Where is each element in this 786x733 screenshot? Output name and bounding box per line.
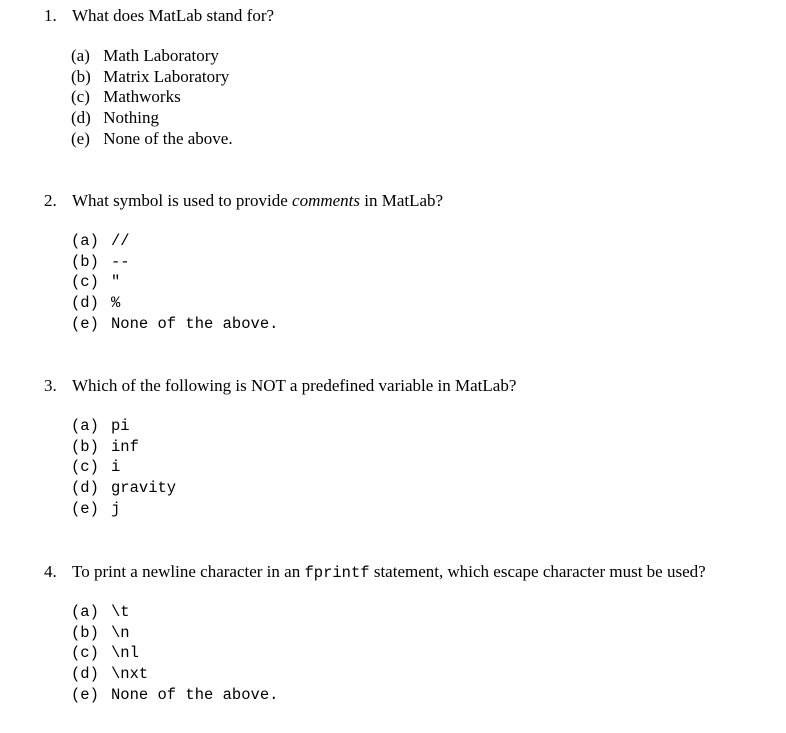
option-label: (a): [71, 232, 99, 250]
option-text: None of the above.: [103, 128, 233, 148]
option-text: Math Laboratory: [103, 46, 219, 65]
question-2-options: [71, 231, 278, 334]
question-text-code: fprintf: [304, 564, 370, 582]
option-label: (b): [71, 66, 91, 86]
option-label: (c): [71, 644, 99, 663]
question-number: 2.: [44, 191, 57, 210]
question-text-emphasis: comments: [292, 191, 361, 210]
option-d[interactable]: [71, 293, 278, 314]
question-4-prompt: [44, 562, 706, 583]
option-text: Nothing: [103, 108, 159, 128]
option-c[interactable]: [71, 643, 278, 664]
question-4-options: [71, 602, 278, 705]
option-label: (d): [71, 665, 99, 684]
option-b[interactable]: [71, 252, 278, 273]
option-text: pi: [111, 417, 130, 435]
option-text: inf: [111, 437, 139, 456]
question-text: Which of the following is NOT a predefined variable in MatLab?: [72, 376, 517, 395]
option-text: \t: [111, 603, 130, 621]
option-text: None of the above.: [111, 685, 279, 704]
option-label: (b): [71, 623, 99, 642]
option-label: (b): [71, 252, 99, 271]
option-e[interactable]: [71, 314, 278, 335]
option-b[interactable]: [71, 67, 233, 88]
option-label: (e): [71, 314, 99, 333]
option-e[interactable]: [71, 685, 278, 706]
option-b[interactable]: [71, 623, 278, 644]
option-c[interactable]: [71, 87, 233, 108]
option-a[interactable]: [71, 46, 233, 67]
option-text: None of the above.: [111, 314, 279, 333]
option-label: (a): [71, 417, 99, 435]
option-e[interactable]: [71, 129, 233, 150]
option-label: (d): [71, 294, 99, 313]
option-text: --: [111, 252, 130, 271]
question-2-prompt: [44, 191, 443, 211]
question-number: 4.: [44, 562, 57, 581]
question-number: 3.: [44, 376, 57, 395]
option-label: (c): [71, 273, 99, 292]
option-text: %: [111, 294, 121, 313]
option-text: //: [111, 232, 130, 250]
option-text: \nxt: [111, 665, 149, 684]
option-text: j: [111, 499, 121, 518]
question-3-options: [71, 416, 176, 519]
option-label: (c): [71, 87, 90, 107]
option-text: \n: [111, 623, 130, 642]
option-text: Mathworks: [103, 87, 181, 107]
option-c[interactable]: [71, 457, 176, 478]
option-label: (b): [71, 437, 99, 456]
option-b[interactable]: [71, 437, 176, 458]
option-a[interactable]: [71, 416, 176, 437]
option-label: (e): [71, 685, 99, 704]
option-a[interactable]: [71, 231, 278, 252]
question-3-prompt: [44, 376, 516, 396]
question-text-after: statement, which escape character must be used?: [369, 562, 706, 581]
option-text: i: [111, 458, 121, 477]
option-d[interactable]: [71, 108, 233, 129]
option-label: (e): [71, 499, 99, 518]
question-text-before: To print a newline character in an: [72, 562, 305, 581]
option-text: Matrix Laboratory: [103, 66, 230, 86]
question-text: What does MatLab stand for?: [72, 6, 275, 25]
option-label: (a): [71, 46, 90, 65]
option-text: ": [111, 273, 121, 292]
option-label: (d): [71, 479, 99, 498]
option-d[interactable]: [71, 664, 278, 685]
option-label: (c): [71, 458, 99, 477]
option-text: \nl: [111, 644, 139, 663]
question-text-after: in MatLab?: [360, 191, 444, 210]
option-d[interactable]: [71, 478, 176, 499]
question-1-options: [71, 46, 233, 149]
question-1-prompt: [44, 6, 274, 26]
option-label: (a): [71, 603, 99, 621]
question-text-before: What symbol is used to provide: [72, 191, 293, 210]
option-a[interactable]: [71, 602, 278, 623]
option-label: (d): [71, 108, 91, 128]
option-c[interactable]: [71, 272, 278, 293]
option-e[interactable]: [71, 499, 176, 520]
option-text: gravity: [111, 479, 177, 498]
question-number: 1.: [44, 6, 57, 25]
option-label: (e): [71, 128, 90, 148]
